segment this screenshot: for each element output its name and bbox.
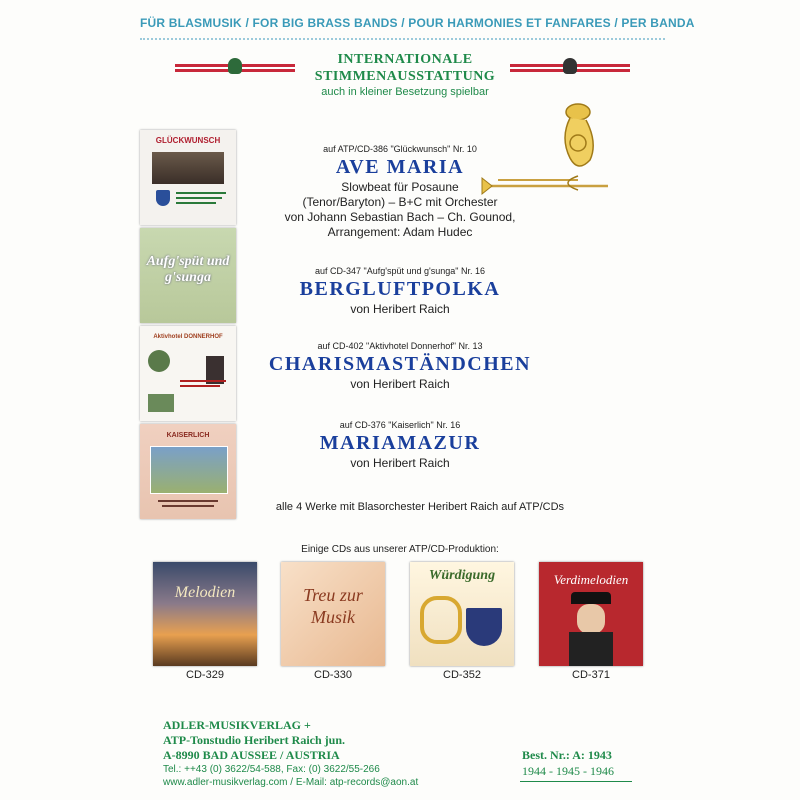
hat-icon (571, 592, 611, 604)
cd-cover-330: Treu zur Musik (281, 562, 385, 666)
entry-title: AVE MARIA (335, 156, 465, 178)
cd-cover-329: Melodien (153, 562, 257, 666)
cd-cover-352: Würdigung (410, 562, 514, 666)
cd-label-329: CD-329 (186, 669, 224, 681)
entry-line: von Heribert Raich (350, 302, 450, 316)
cover-kaiserlich: KAISERLICH (140, 424, 236, 519)
entry-line: Slowbeat für Posaune (341, 180, 459, 194)
entry-line: von Johann Sebastian Bach – Ch. Gounod, (284, 210, 516, 224)
crest-icon (156, 190, 170, 206)
header-subtitle: auch in kleiner Besetzung spielbar (321, 86, 489, 98)
entry-ave-maria (245, 144, 555, 240)
entry-title: CHARISMASTÄNDCHEN (268, 353, 532, 375)
footer-studio: ATP-Tonstudio Heribert Raich jun. (163, 733, 346, 747)
all-works-note: alle 4 Werke mit Blasorchester Heribert Raich auf ATP/CDs (275, 501, 565, 513)
header-title-line2: STIMMENAUSSTATTUNG (314, 69, 496, 84)
tuba-icon (565, 104, 593, 166)
entry-charismastaendchen (225, 341, 575, 392)
entry-source: auf CD-347 "Aufg'spüt und g'sunga" Nr. 16 (315, 266, 485, 276)
order-underline (520, 781, 632, 782)
cover-aufgspuet: Aufg'spüt und g'sunga (140, 228, 236, 323)
entry-source: auf CD-402 "Aktivhotel Donnerhof" Nr. 13 (317, 341, 483, 351)
entry-line: von Heribert Raich (350, 377, 450, 391)
footer-phone: Tel.: ++43 (0) 3622/54-588, Fax: (0) 3622/55-266 (163, 764, 380, 775)
order-years: 1944 - 1945 - 1946 (522, 764, 614, 778)
footer-publisher: ADLER-MUSIKVERLAG + (163, 718, 311, 732)
cd-label-371: CD-371 (572, 669, 610, 681)
entry-title: BERGLUFTPOLKA (299, 278, 501, 300)
entry-source: auf CD-376 "Kaiserlich" Nr. 16 (339, 420, 461, 430)
cd-cover-371: Verdimelodien (539, 562, 643, 666)
cds-heading: Einige CDs aus unserer ATP/CD-Produktion: (301, 544, 499, 555)
crest-icon (466, 608, 502, 646)
crest-emblem-icon (563, 58, 577, 74)
header-divider (140, 38, 665, 42)
portrait-icon (577, 604, 605, 634)
footer-address: A-8990 BAD AUSSEE / AUSTRIA (163, 748, 340, 762)
entry-line: (Tenor/Baryton) – B+C mit Orchester (302, 195, 498, 209)
cd-label-352: CD-352 (443, 669, 481, 681)
order-number: Best. Nr.: A: 1943 (522, 748, 612, 762)
entry-line: Arrangement: Adam Hudec (327, 225, 473, 239)
footer-web: www.adler-musikverlag.com / E-Mail: atp-records@aon.at (163, 777, 419, 788)
header-title-line1: INTERNATIONALE (337, 52, 473, 67)
entry-mariamazur (245, 420, 555, 471)
entry-source: auf ATP/CD-386 "Glückwunsch" Nr. 10 (323, 144, 477, 154)
entry-line: von Heribert Raich (350, 456, 450, 470)
horn-icon (420, 596, 462, 644)
cover-glueckwunsch: GLÜCKWUNSCH (140, 130, 236, 225)
entry-bergluftpolka (245, 266, 555, 317)
cd-label-330: CD-330 (314, 669, 352, 681)
header-topline: FÜR BLASMUSIK / FOR BIG BRASS BANDS / POUR HARMONIES ET FANFARES / PER BANDA (140, 16, 695, 30)
eagle-emblem-icon (228, 58, 242, 74)
cover-donnerhof: Aktivhotel DONNERHOF (140, 326, 236, 421)
entry-title: MARIAMAZUR (319, 432, 481, 454)
